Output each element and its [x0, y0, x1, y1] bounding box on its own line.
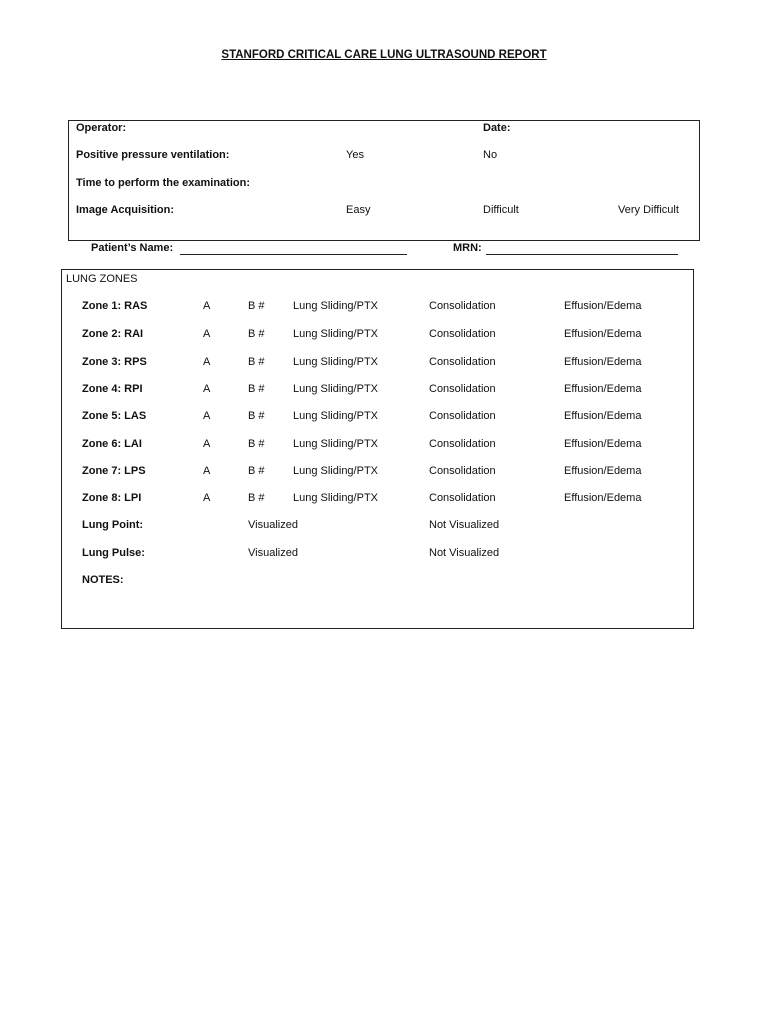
patient-name-field[interactable] — [180, 254, 407, 255]
effusion-option[interactable]: Effusion/Edema — [564, 465, 642, 477]
b-lines-count-option[interactable]: B # — [248, 356, 265, 368]
effusion-option[interactable]: Effusion/Edema — [564, 410, 642, 422]
lung-sliding-option[interactable]: Lung Sliding/PTX — [293, 438, 378, 450]
a-lines-option[interactable]: A — [203, 300, 211, 312]
consolidation-option[interactable]: Consolidation — [429, 383, 496, 395]
lung-sliding-option[interactable]: Lung Sliding/PTX — [293, 492, 378, 504]
lung-sliding-option[interactable]: Lung Sliding/PTX — [293, 328, 378, 340]
b-lines-count-option[interactable]: B # — [248, 438, 265, 450]
effusion-option[interactable]: Effusion/Edema — [564, 328, 642, 340]
date-label: Date: — [483, 122, 511, 134]
lung-pulse-label: Lung Pulse: — [82, 547, 145, 559]
consolidation-option[interactable]: Consolidation — [429, 492, 496, 504]
lung-point-label: Lung Point: — [82, 519, 144, 531]
lung-sliding-option[interactable]: Lung Sliding/PTX — [293, 465, 378, 477]
b-lines-count-option[interactable]: B # — [248, 492, 265, 504]
ppv-yes-option[interactable]: Yes — [346, 149, 364, 161]
lung-sliding-option[interactable]: Lung Sliding/PTX — [293, 300, 378, 312]
exam-time-label: Time to perform the examination: — [76, 177, 250, 189]
a-lines-option[interactable]: A — [203, 328, 211, 340]
consolidation-option[interactable]: Consolidation — [429, 300, 496, 312]
zone-label: Zone 2: RAI — [82, 328, 144, 340]
consolidation-option[interactable]: Consolidation — [429, 410, 496, 422]
effusion-option[interactable]: Effusion/Edema — [564, 438, 642, 450]
patient-name-label: Patient’s Name: — [91, 242, 174, 254]
b-lines-count-option[interactable]: B # — [248, 328, 265, 340]
acquisition-difficult-option[interactable]: Difficult — [483, 204, 519, 216]
effusion-option[interactable]: Effusion/Edema — [564, 356, 642, 368]
effusion-option[interactable]: Effusion/Edema — [564, 383, 642, 395]
zone-label: Zone 3: RPS — [82, 356, 147, 368]
consolidation-option[interactable]: Consolidation — [429, 465, 496, 477]
zone-label: Zone 7: LPS — [82, 465, 146, 477]
zone-label: Zone 4: RPI — [82, 383, 143, 395]
report-title: STANFORD CRITICAL CARE LUNG ULTRASOUND REPORT — [221, 49, 547, 61]
image-acquisition-label: Image Acquisition: — [76, 204, 174, 216]
b-lines-count-option[interactable]: B # — [248, 383, 265, 395]
b-lines-count-option[interactable]: B # — [248, 465, 265, 477]
zone-label: Zone 8: LPI — [82, 492, 142, 504]
effusion-option[interactable]: Effusion/Edema — [564, 300, 642, 312]
operator-label: Operator: — [76, 122, 127, 134]
lung-point-not-visualized-option[interactable]: Not Visualized — [429, 519, 500, 531]
zone-label: Zone 5: LAS — [82, 410, 147, 422]
lung-point-visualized-option[interactable]: Visualized — [248, 519, 298, 531]
mrn-label: MRN: — [453, 242, 482, 254]
acquisition-easy-option[interactable]: Easy — [346, 204, 371, 216]
acquisition-very-difficult-option[interactable]: Very Difficult — [618, 204, 679, 216]
b-lines-count-option[interactable]: B # — [248, 300, 265, 312]
a-lines-option[interactable]: A — [203, 492, 211, 504]
a-lines-option[interactable]: A — [203, 356, 211, 368]
a-lines-option[interactable]: A — [203, 383, 211, 395]
lung-sliding-option[interactable]: Lung Sliding/PTX — [293, 383, 378, 395]
lung-pulse-visualized-option[interactable]: Visualized — [248, 547, 298, 559]
a-lines-option[interactable]: A — [203, 410, 211, 422]
effusion-option[interactable]: Effusion/Edema — [564, 492, 642, 504]
a-lines-option[interactable]: A — [203, 438, 211, 450]
ppv-label: Positive pressure ventilation: — [76, 149, 230, 161]
a-lines-option[interactable]: A — [203, 465, 211, 477]
lung-sliding-option[interactable]: Lung Sliding/PTX — [293, 356, 378, 368]
consolidation-option[interactable]: Consolidation — [429, 356, 496, 368]
ppv-no-option[interactable]: No — [483, 149, 498, 161]
lung-sliding-option[interactable]: Lung Sliding/PTX — [293, 410, 378, 422]
zone-label: Zone 6: LAI — [82, 438, 142, 450]
lung-pulse-not-visualized-option[interactable]: Not Visualized — [429, 547, 500, 559]
zone-label: Zone 1: RAS — [82, 300, 148, 312]
notes-area[interactable] — [82, 590, 682, 624]
notes-label: NOTES: — [82, 574, 124, 586]
consolidation-option[interactable]: Consolidation — [429, 438, 496, 450]
b-lines-count-option[interactable]: B # — [248, 410, 265, 422]
consolidation-option[interactable]: Consolidation — [429, 328, 496, 340]
mrn-field[interactable] — [486, 254, 678, 255]
lung-zones-heading: LUNG ZONES — [66, 273, 138, 285]
